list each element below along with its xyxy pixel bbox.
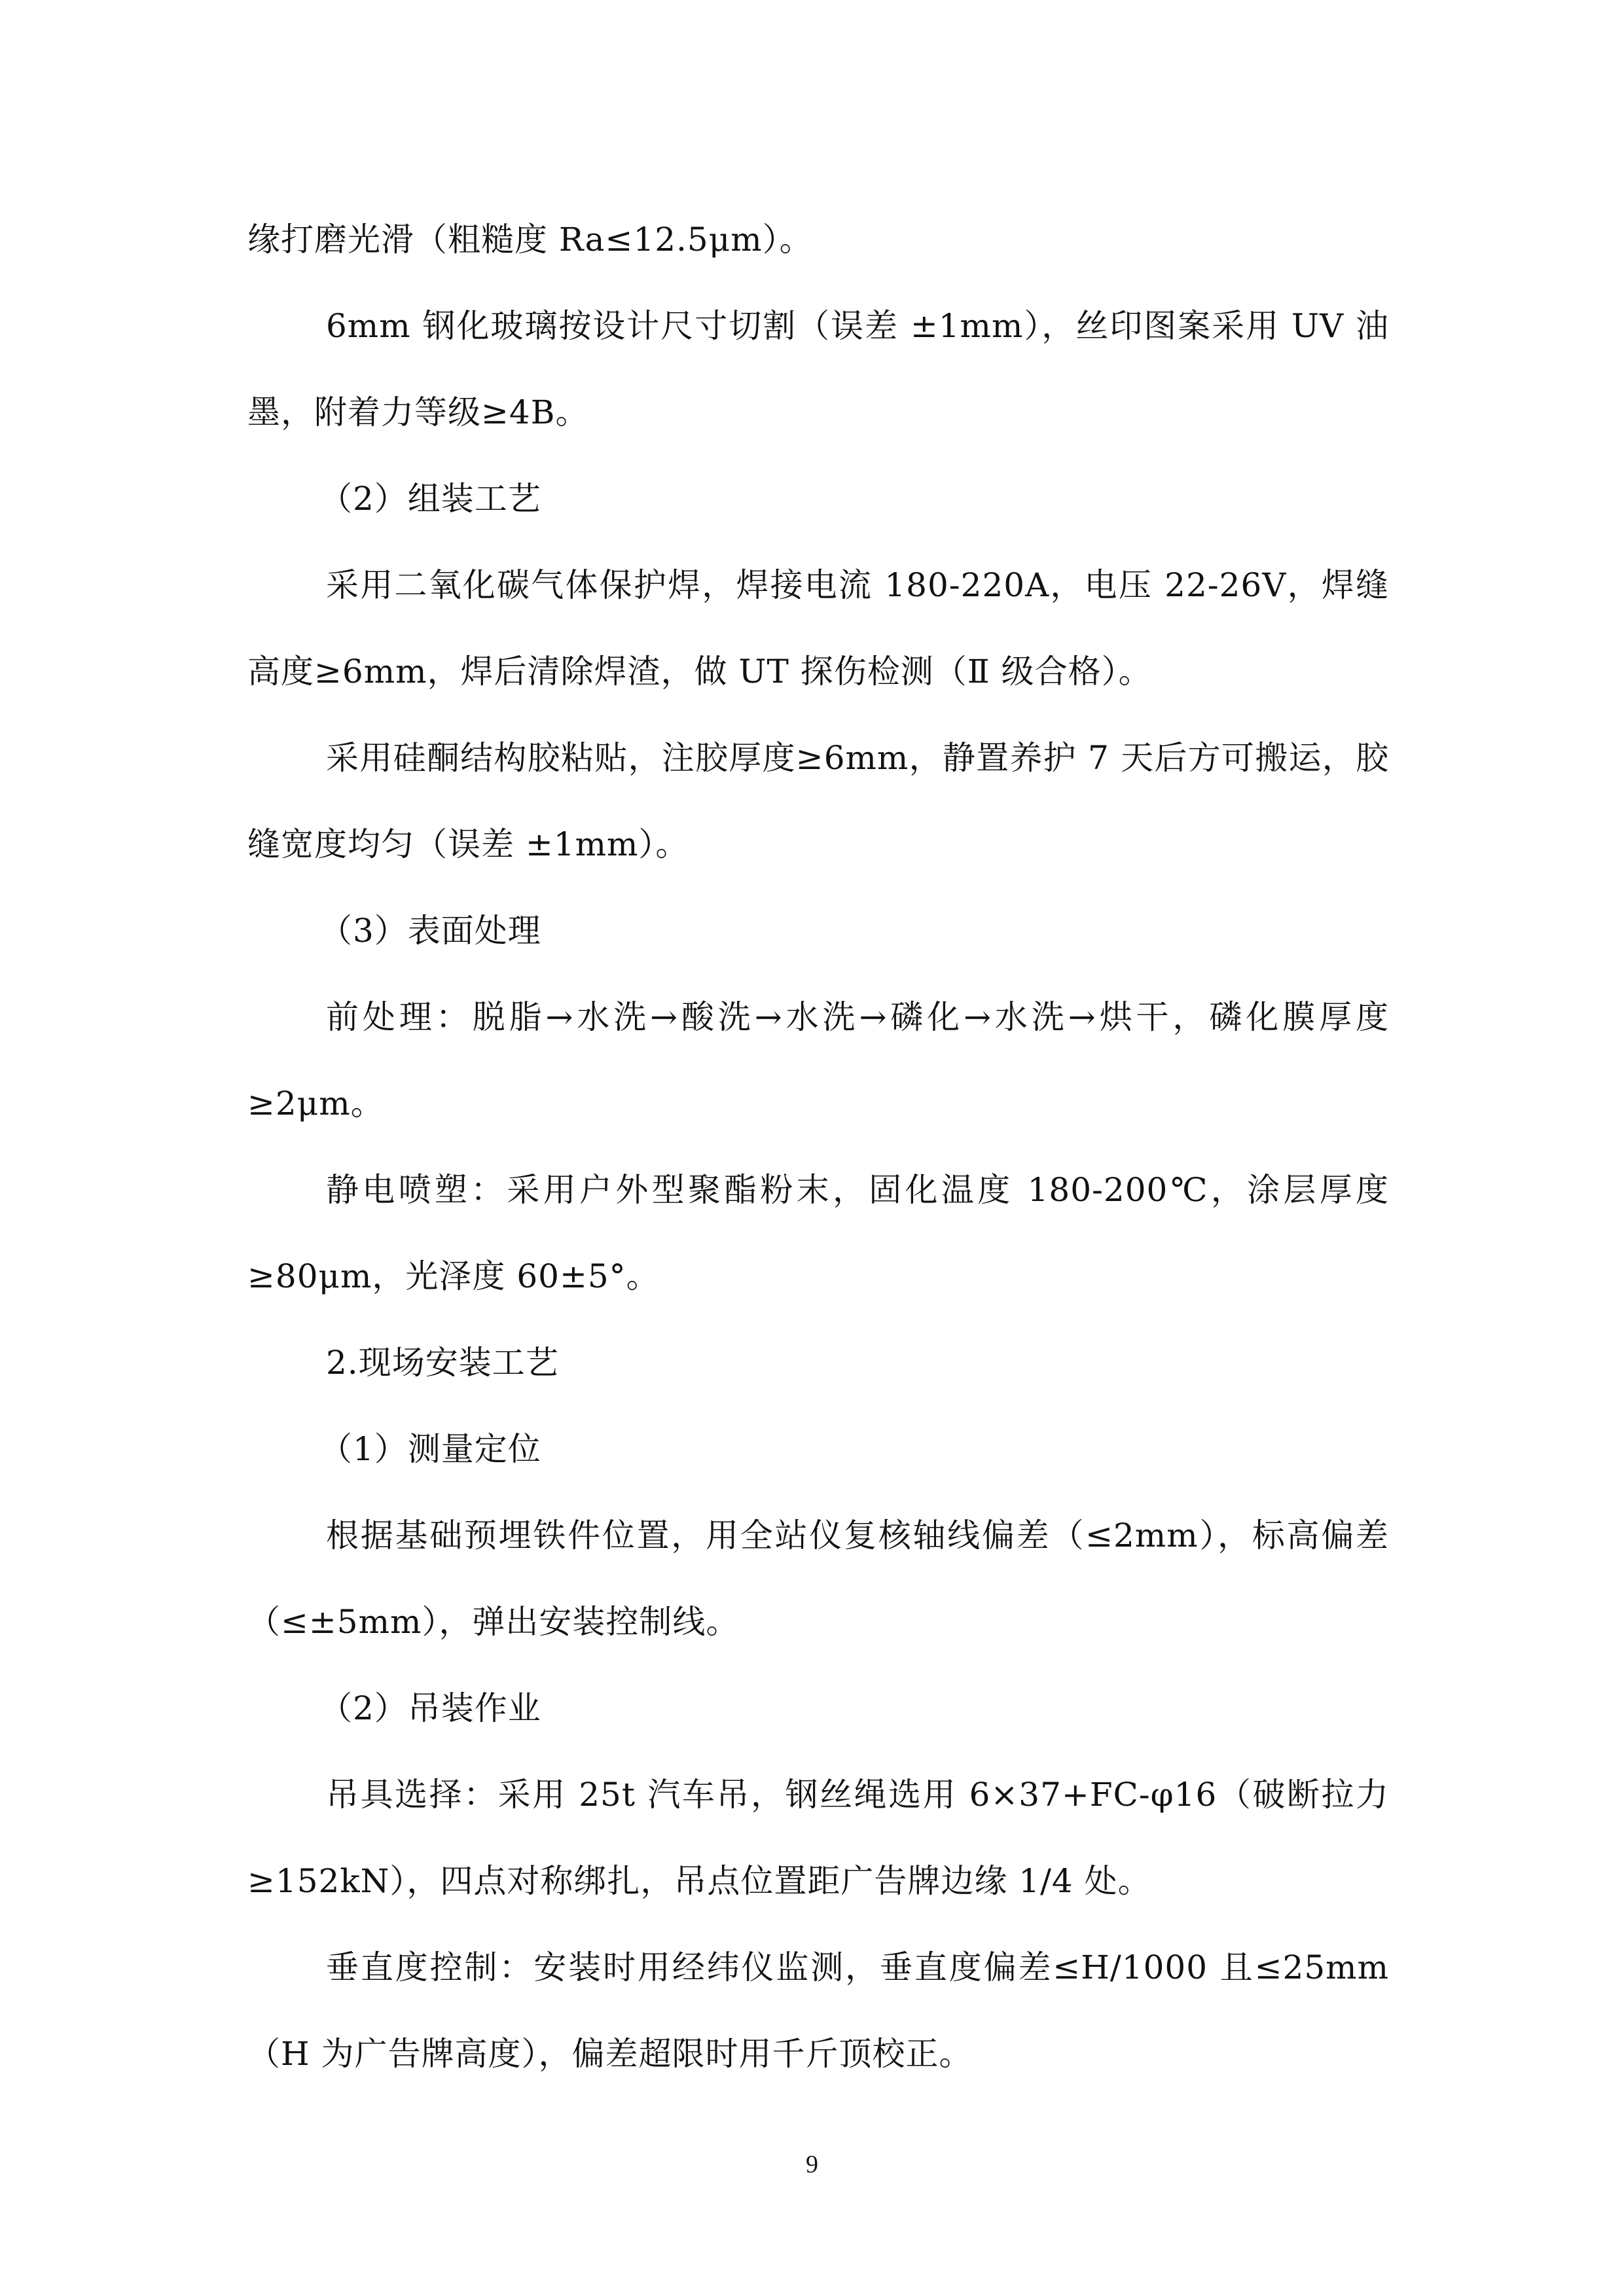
paragraph-silicone-bonding: 采用硅酮结构胶粘贴，注胶厚度≥6mm，静置养护 7 天后方可搬运，胶缝宽度均匀（误差 ±1mm）。 bbox=[247, 739, 1389, 863]
paragraph-rigging-selection: 吊具选择：采用 25t 汽车吊，钢丝绳选用 6×37+FC-φ16（破断拉力≥152kN），四点对称绑扎，吊点位置距广告牌边缘 1/4 处。 bbox=[247, 1776, 1389, 1900]
heading-survey-positioning: （1）测量定位 bbox=[319, 1430, 541, 1468]
paragraph-pretreatment: 前处理：脱脂→水洗→酸洗→水洗→磷化→水洗→烘干，磷化膜厚度≥2μm。 bbox=[247, 998, 1389, 1122]
paragraph-powder-coating: 静电喷塑：采用户外型聚酯粉末，固化温度 180-200℃，涂层厚度≥80μm，光泽度 60±5°。 bbox=[247, 1171, 1389, 1295]
paragraph-surface-finish: 缘打磨光滑（粗糙度 Ra≤12.5μm）。 bbox=[247, 221, 813, 259]
paragraph-glass-cutting: 6mm 钢化玻璃按设计尺寸切割（误差 ±1mm），丝印图案采用 UV 油墨，附着力等级≥4B。 bbox=[247, 307, 1389, 431]
paragraph-verticality-control: 垂直度控制：安装时用经纬仪监测，垂直度偏差≤H/1000 且≤25mm（H 为广告牌高度），偏差超限时用千斤顶校正。 bbox=[247, 1948, 1389, 2073]
paragraph-welding: 采用二氧化碳气体保护焊，焊接电流 180-220A，电压 22-26V，焊缝高度≥6mm，焊后清除焊渣，做 UT 探伤检测（Ⅱ 级合格）。 bbox=[247, 566, 1389, 691]
page-number: 9 bbox=[806, 2151, 818, 2178]
heading-assembly-process: （2）组装工艺 bbox=[319, 480, 541, 518]
page-body bbox=[247, 196, 1389, 2097]
section-title-site-installation: 2.现场安装工艺 bbox=[326, 1344, 559, 1382]
paragraph-axis-check: 根据基础预埋铁件位置，用全站仪复核轴线偏差（≤2mm），标高偏差（≤±5mm），弹出安装控制线。 bbox=[247, 1516, 1389, 1641]
heading-hoisting-operation: （2）吊装作业 bbox=[319, 1689, 541, 1727]
heading-surface-treatment: （3）表面处理 bbox=[319, 912, 541, 950]
